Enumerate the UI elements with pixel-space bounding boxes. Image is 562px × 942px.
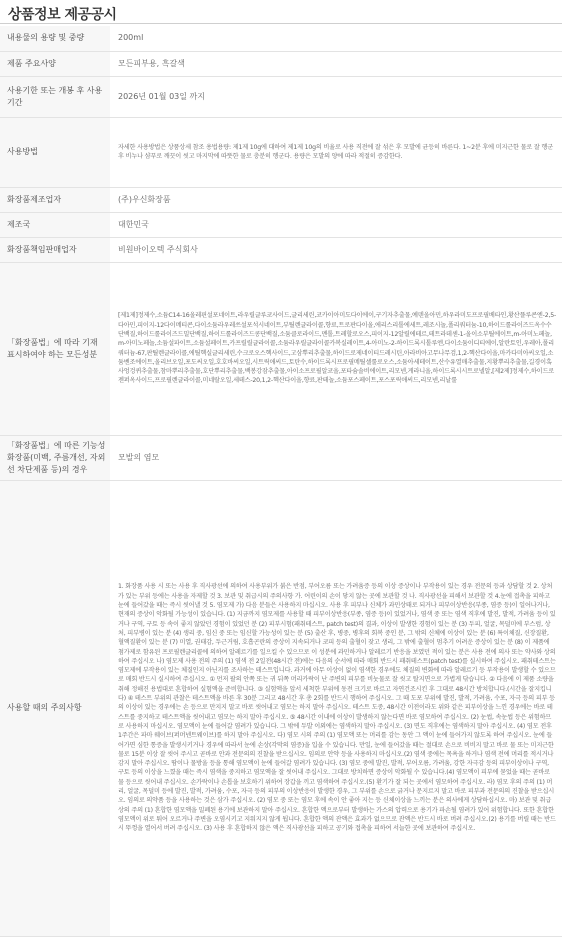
- page-title: 상품정보 제공공시: [8, 7, 117, 23]
- row-label: 사용기한 또는 개봉 후 사용기간: [0, 76, 110, 117]
- row-value: 1. 화장품 사용 시 또는 사용 후 직사광선에 의하여 사용부위가 붉은 반점, 부어오름 또는 가려움증 등의 이상 증상이나 부작용이 있는 경우 전문의 등과 상담할 것 2. 상처가 있는 부위 등에는 사용을 자제할 것 3. 보관 및 취급시의 주의사항 가. 어린이의 손이 닿지 않는 곳에 보관할 것 나. 직사광선을 피해서 보관할 것 4.눈에 접촉을 피하고 눈에 들어갔을 때는 즉시 씻어낼 것 5. 염모제 가) 다음 분들은 사용하지 마십시오. 사용 후 피부나 신체가 과민상태로 되거나 피부이상반응(부종, 염증 등)이 일어나거나, 현재의 증상이 악화될 가능성이 있습니다. (1) 지금까지 염모제를 사용할 때 피부이상반응(부종, 염증 등)이 있었거나, 염색 중 또는 염색 직후에 발진, 발적, 가려움 등이 있거나 구역, 구토 등 속이 좋지 않았던 경험이 있었던 분 (2) 피부시험(패취테스트, patch test)의 결과, 이상이 발생한 경험이 있는 분 (3) 두피, 얼굴, 목덜미에 부스럼, 상처, 피부병이 있는 분 (4) 생리 중, 임신 중 또는 임신할 가능성이 있는 분 (5) 출산 후, 병중, 병후의 회복 중인 분, 그 밖의 신체에 이상이 있는 분 (6) 특이체질, 신장질환, 혈액질환이 있는 분 (7) 미열, 권태감, 두근거림, 호흡곤란의 증상이 지속되거나 코피 등의 출혈이 잦고 생리, 그 밖에 출혈이 멈추기 어려운 증상이 있는 분 (8) 이 제품에 첨가제로 함유된 프로필렌글리콜에 의하여 알레르기를 일으킬 수 있으므로 이 성분에 과민하거나 알레르기 반응을 보였던 적이 있는 분은 사용 전에 의사 또는 약사와 상의하여 주십시오 나) 염모제 사용 전의 주의 (1) 염색 전 2일전(48시간 전)에는 다음의 순서에 따라 매회 반드시 패취테스트(patch test)를 실시하여 주십시오. 패취테스트는 염모제에 부작용이 있는 체질인지 아닌지를 조사하는 테스트입니다. 과거에 아무 이상이 없이 염색한 경우에도 체질의 변화에 따라 알레르기 등 부작용이 발생할 수 있으므로 매회 반드시 실시하여 주십시오. ① 먼저 팔의 안쪽 또는 귀 뒤쪽 머리카락이 난 주변의 피부를 비눗물로 잘 씻고 탈지면으로 가볍게 닦습니다. ② 다음에 이 제품 소량을 취해 정해진 용법대로 혼합하여 실험액을 준비합니다. ③ 실험액을 앞서 세척한 부위에 동전 크기로 바르고 자연건조시킨 후 그대로 48시간 방치합니다.(시간을 잘지킵니다) ④ 테스트 부위의 관찰은 테스트액을 바른 후 30분 그리고 48시간 후 총 2회를 반드시 행하여 주십시오. 그 때 도포 부위에 발진, 발적, 가려움, 수포, 자극 등의 피부 등의 이상이 있는 경우에는 손 등으로 만지지 말고 바로 씻어내고 염모는 하지 말아 주십시오. 테스트 도중, 48시간 이전이라도 위와 같은 피부이상을 느낀 경우에는 바로 테스트를 중지하고 테스트액을 씻어내고 염모는 하지 말아 주십시오. ⑤ 48시간 이내에 이상이 발생하지 않는다면 바로 염모하여 주십시오. (2) 눈썹, 속눈썹 등은 위험하므로 사용하지 마십시오. 염모액이 눈에 들어갈 염려가 있습니다. 그 밖에 두발 이외에는 염색하지 말아 주십시오. (3) 면도 직후에는 염색하지 말아 주십시오. (4) 염모 전후 1주간은 파마 웨이브(퍼머넨트웨이브)를 하지 말아 주십시오. 다) 염모 시의 주의 (1) 염모액 또는 머리를 감는 동안 그 액이 눈에 들어가지 않도록 하여 주십시오. 눈에 들어가면 심한 통증을 발생시키거나 경우에 따라서 눈에 손상(각막의 염증)을 입을 수 있습니다. 만일, 눈에 들어갔을 때는 절대로 손으로 비비지 말고 바로 물 또는 미지근한 물로 15분 이상 잘 씻어 주시고 곧바로 안과 전문의의 진찰을 받으십시오. 임의로 안약 등을 사용하지 마십시오.(2) 염색 중에는 목욕을 하거나 염색 전에 머리를 적시거나 감지 말아 주십시오. 땀이나 물방울 등을 통해 염모액이 눈에 들어갈 염려가 있습니다. (3) 염모 중에 발진, 발적, 부어오름, 가려움, 강한 자극감 등의 피부이상이나 구역, 구토 등의 이상을 느꼈을 때는 즉시 염색을 중지하고 염모액을 잘 씻어내 주십시오. 그대로 방치하면 증상이 악화될 수 있습니다.(4) 염모액이 피부에 묻었을 때는 곧바로 물 등으로 씻어내 주십시오. 손가락이나 손톱을 보호하기 위하여 장갑을 끼고 염색하여 주십시오.(5) 환기가 잘 되는 곳에서 염모하여 주십시오. 라) 염모 후의 주의 (1) 머리, 얼굴, 목덜미 등에 발진, 발적, 가려움, 수포, 자극 등의 피부의 이상반응이 발생한 경우, 그 부위를 손으로 긁거나 문지르지 말고 바로 피부과 전문의의 진찰을 받으십시오. 임의로 의약품 등을 사용하는 것은 삼가 주십시오. (2) 염모 중 또는 염모 후에 속이 안 좋아 지는 등 신체이상을 느끼는 분은 의사에게 상담하십시오. 마) 보관 및 취급상의 주의 (1) 혼합한 염모액을 밀폐된 용기에 보관하지 말아 주십시오. 혼합한 액으로부터 발생하는 가스의 압력으로 용기가 파손될 염려가 있어 위험합니다. 또한 혼합한 염모액이 위로 튀어 오르거나 주변을 오염시키고 지워지지 않게 됩니다. 혼합한 액의 잔액은 효과가 없으므로 잔액은 반드시 바로 버려 주십시오.(2) 용기를 버릴 때는 반드시 뚜껑을 열어서 버려 주십시오. (3) 사용 후 혼합하지 않은 액은 직사광선을 피하고 공기와 접촉을 피하여 서늘한 곳에 보관하여 주십시오.: [110, 480, 562, 936]
- row-label: 「화장품법」에 따른 기능성 화장품(미백, 주름개선, 자외선 차단제품 등)의 경우: [0, 435, 110, 480]
- title-divider: [0, 23, 562, 24]
- row-label: 제조국: [0, 212, 110, 237]
- row-label: 화장품책임판매업자: [0, 237, 110, 262]
- table-row: [0, 435, 562, 480]
- row-value: 자세한 사용방법은 상품상세 참조 용법용량: 제1제 10g에 대하여 제1제 10g의 비율로 사용 직전에 잘 섞은 후 모발에 균등히 바른다. 1~2분 후에 미지근한 물로 잘 헹군 후 비누나 샴푸로 깨끗이 씻고 마지막에 따뜻한 물로 충분히 헹군다. 용량은 모발의 양에 따라 적절히 증감한다.: [110, 117, 562, 187]
- table-row: [0, 187, 562, 212]
- row-label: 화장품제조업자: [0, 187, 110, 212]
- row-label: 「화장품법」에 따라 기재 표시하여야 하는 모든성분: [0, 262, 110, 435]
- row-value: 대한민국: [110, 212, 562, 237]
- row-value: 모든피부용, 흑갈색: [110, 51, 562, 76]
- row-label: 제품 주요사양: [0, 51, 110, 76]
- row-value: 모발의 염모: [110, 435, 562, 480]
- table-row: [0, 26, 562, 51]
- product-info-table: [0, 26, 562, 937]
- row-value: (주)우신화장품: [110, 187, 562, 212]
- row-label: 내용물의 용량 및 중량: [0, 26, 110, 51]
- row-value: 200ml: [110, 26, 562, 51]
- row-label: 사용할 때의 주의사항: [0, 480, 110, 936]
- row-label: 사용방법: [0, 117, 110, 187]
- row-value: 비원바이오텍 주식회사: [110, 237, 562, 262]
- table-row: [0, 212, 562, 237]
- table-row: [0, 262, 562, 435]
- row-value: [제1제]정제수,소듐C14-16올레핀설포네이트,라우릴글루코사이드,글리세린,코카이아미도다이에이,구기자추출물,예덴올아민,하우라미도프로필베타인,황산플루콘엔-2,5-다아민,피이지-12다이메티콘,다이소듐라우레쓰설포석시네이트,부틸렌글라이콜,향료,트로판다이올,에리스리톨에세트,레조시놀,폴리쿼터늄-10,하이드롤라이즈드옥수수단백질,하이드롤라이즈드밀단백질,하이드롤라이즈드콩단백질,소듐클로라이드,멘톨,트레할로오스,피이지-12알릴에테르,테트라데센-1-올이소부틸에이트,m-아미노페놀,m-아미노페놀,소듐설파이트,소듐설페이트,카프릴릴글라이콜,소듐라우릴글라이콜카복실레이트,4-아미노-2-하이드록시톨루엔,다이소듐이디티에이,알란토인,우레아,폴리쿼터늄-67,판틸렌글라이콜,에틸헥실글리세린,수크로오스헥사이드,고삼뿌리추출물,하이드로제네이티드레시틴,아라비아고무나무검,1,2-헥산다이올,마카다미아씨오일,소듐벤조에이트,올리브오일,포도씨오일,호호바씨오일,시트릭애씨드,토탄수,하이드록시프로필메틸셀룰로오스,소듐아세테이트,산수유열매추출물,지황뿌리추출물,길경이혹사엉겅퀴추출물,참마뿌리추출물,호단뿌리추출물,백봉강잠추출물,아이소프로필알코올,포타슘솔비에이트,리모넨,게라니올,하이드록시시트로넬알,[제2제]정제수,하이드로젠퍼옥사이드,프로필렌글라이콜,미네랄오일,세테스-20,1,2-헥산다이올,향료,판테놀,소듐포스페이트,포스포릭애씨드,리모넨,리날룰: [110, 262, 562, 435]
- table-row: [0, 76, 562, 117]
- table-row: [0, 480, 562, 936]
- table-row: [0, 117, 562, 187]
- table-row: [0, 237, 562, 262]
- table-row: [0, 51, 562, 76]
- row-value: 2026년 01월 03일 까지: [110, 76, 562, 117]
